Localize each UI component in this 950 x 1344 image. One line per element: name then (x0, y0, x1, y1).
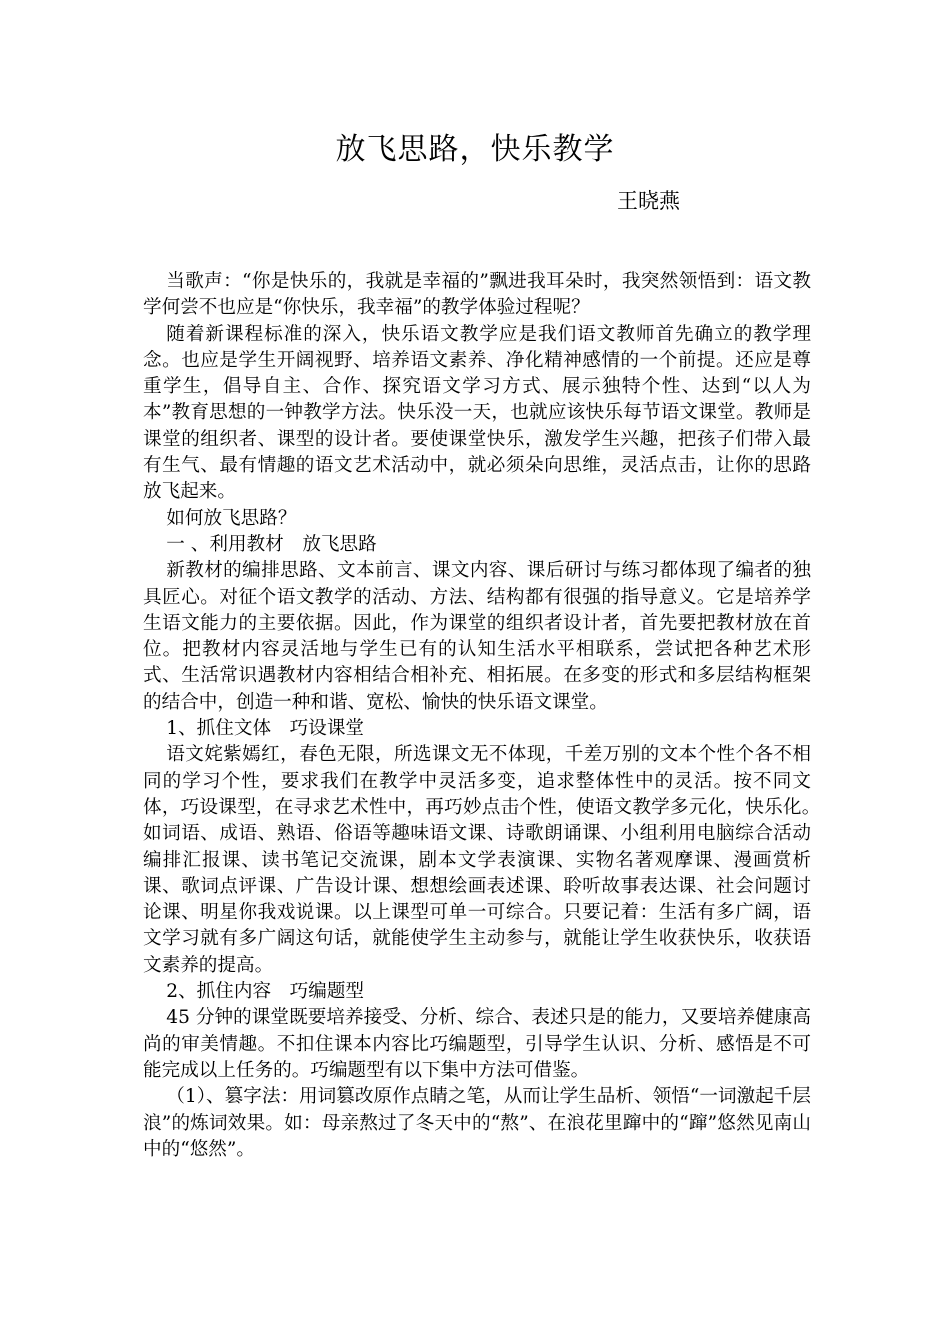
paragraph-teaching-concept: 随着新课程标准的深入，快乐语文教学应是我们语文教师首先确立的教学理念。也应是学生开阔视野、培养语文素养、净化精神感情的一个前提。还应是尊重学生，倡导自主、合作、探究语文学习方式、展示独特个性、达到“以人为本”教育思想的一钟教学方法。快乐没一天，也就应该快乐每节语文课堂。教师是课堂的组织者、课型的设计者。要使课堂快乐，激发学生兴趣，把孩子们带入最有生气、最有情趣的语文艺术活动中，就必须朵向思维，灵活点击，让你的思路放飞起来。 (143, 323, 811, 503)
paragraph-method-1: （1）、篡字法：用词篡改原作点睛之笔，从而让学生品析、领悟“一词激起千层浪”的炼词效果。如：母亲熬过了冬天中的“熬”、在浪花里蹿中的“蹿”悠然见南山中的“悠然”。 (143, 1086, 811, 1160)
author-name: 王晓燕 (617, 189, 680, 213)
paragraph-text-types: 语文姹紫嫣红，春色无限，所选课文无不体现，千差万别的文本个性个各不相同的学习个性，要求我们在教学中灵活多变，追求整体性中的灵活。按不同文体，巧设课型，在寻求艺术性中，再巧妙点击个性，使语文教学多元化，快乐化。 如词语、成语、熟语、俗语等趣味语文课、诗歌朗诵课、小组利用电脑综合活动编排汇报课、读书笔记交流课，剧本文学表演课、实物名著观摩课、漫画赏析课、歌词点评课、广告设计课、想想绘画表述课、聆听故事表达课、社会问题讨论课、明星你我戏说课。以上课型可单一可综合。只要记着：生活有多广阔，语文学习就有多广阔这句话，就能使学生主动参与，就能让学生收获快乐，收获语文素养的提高。 (143, 744, 830, 976)
paragraph-intro: 当歌声：“你是快乐的，我就是幸福的”飘进我耳朵时，我突然领悟到：语文教学何尝不也应是“你快乐，我幸福”的教学体验过程呢？ (143, 271, 811, 319)
paragraph-question: 如何放飞思路？ (166, 507, 297, 529)
subheading-1: 1、抓住文体 巧设课堂 (166, 718, 365, 740)
document-title: 放飞思路，快乐教学 (335, 132, 615, 167)
subheading-2: 2、抓住内容 巧编题型 (166, 981, 365, 1003)
section-heading-1: 一 、利用教材 放飞思路 (166, 533, 377, 555)
document-body (143, 269, 830, 1163)
paragraph-textbook: 新教材的编排思路、文本前言、课文内容、课后研讨与练习都体现了编者的独具匠心。对征个语文教学的活动、方法、结构都有很强的指导意义。它是培养学生语文能力的主要依据。因此，作为课堂的组织者设计者，首先要把教材放在首位。把教材内容灵活地与学生已有的认知生活水平相联系，尝试把各种艺术形式、生活常识遇教材内容相结合相补充、相拓展。在多变的形式和多层结构框架的结合中，创造一种和谐、宽松、愉快的快乐语文课堂。 (143, 560, 811, 713)
paragraph-question-types: 45 分钟的课堂既要培养接受、分析、综合、表述只是的能力，又要培养健康高尚的审美情趣。不扣住课本内容比巧编题型，引导学生认识、分析、感悟是不可能完成以上任务的。巧编题型有以下集中方法可借鉴。 (143, 1007, 811, 1081)
